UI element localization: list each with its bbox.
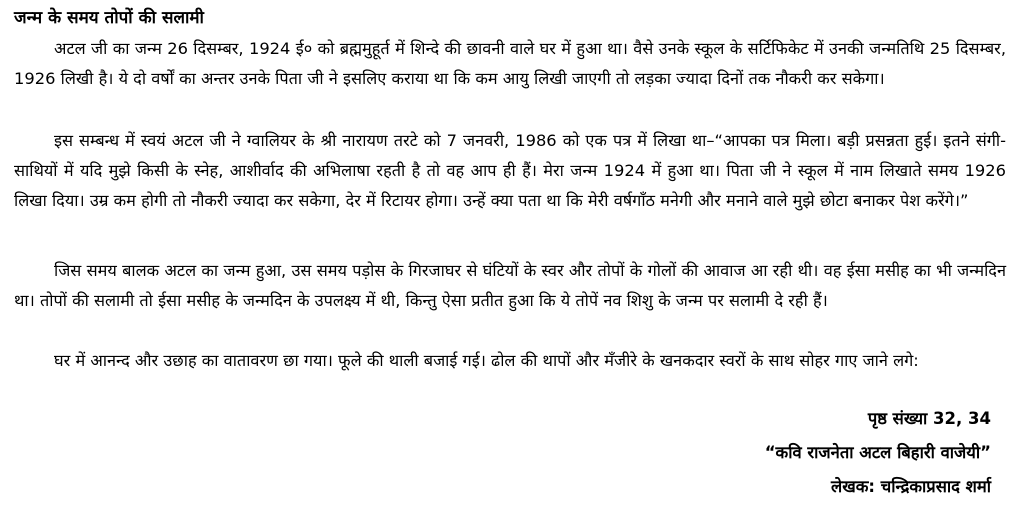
book-title: “कवि राजनेता अटल बिहारी वाजेयी” [764,443,991,462]
author-credit: लेखक: चन्द्रिकाप्रसाद शर्मा [831,477,991,496]
paragraph-church-bells: जिस समय बालक अटल का जन्म हुआ, उस समय पड़ोस के गिरजाघर से घंटियों के स्वर और तोपों के गोलों की आवाज आ रही थी। वह ईसा मसीह का भी जन्मदिन था। तोपों की सलामी तो ईसा मसीह के जन्मदिन के उपलक्ष्य में थी, किन्तु ऐसा प्रतीत हुआ कि ये तोपें नव शिशु के जन्म पर सलामी दे रही हैं। [14,261,1006,310]
paragraph-letter-quote: इस सम्बन्ध में स्वयं अटल जी ने ग्वालियर के श्री नारायण तरटे को 7 जनवरी, 1986 को एक पत्र में लिखा था–“आपका पत्र मिला। बड़ी प्रसन्नता हुई। इतने संगी-साथियों में यदि मुझे किसी के स्नेह, आशीर्वाद की अभिलाषा रहती है तो वह आप ही हैं। मेरा जन्म 1924 में हुआ था। पिता जी ने स्कूल में नाम लिखाते समय 1926 लिखा दिया। उम्र कम होगी तो नौकरी ज्यादा कर सकेगा, देर में रिटायर होगा। उन्हें क्या पता था कि मेरी वर्षगाँठ मनेगी और मनाने वाले मुझे छोटा बनाकर पेश करेंगे।” [14,131,1006,210]
paragraph-celebration: घर में आनन्द और उछाह का वातावरण छा गया। फूले की थाली बजाई गई। ढोल की थापों और मँजीरे के खनकदार स्वरों के साथ सोहर गाए जाने लगे: [54,351,919,370]
section-heading: जन्म के समय तोपों की सलामी [14,8,204,28]
page-reference: पृष्ठ संख्या 32, 34 [867,409,991,428]
paragraph-birth-date: अटल जी का जन्म 26 दिसम्बर, 1924 ई० को ब्रह्ममुहूर्त में शिन्दे की छावनी वाले घर में हुआ था। वैसे उनके स्कूल के सर्टिफिकेट में उनकी जन्मतिथि 25 दिसम्बर, 1926 लिखी है। ये दो वर्षों का अन्तर उनके पिता जी ने इसलिए कराया था कि कम आयु लिखी जाएगी तो लड़का ज्यादा दिनों तक नौकरी कर सकेगा। [14,39,1006,88]
